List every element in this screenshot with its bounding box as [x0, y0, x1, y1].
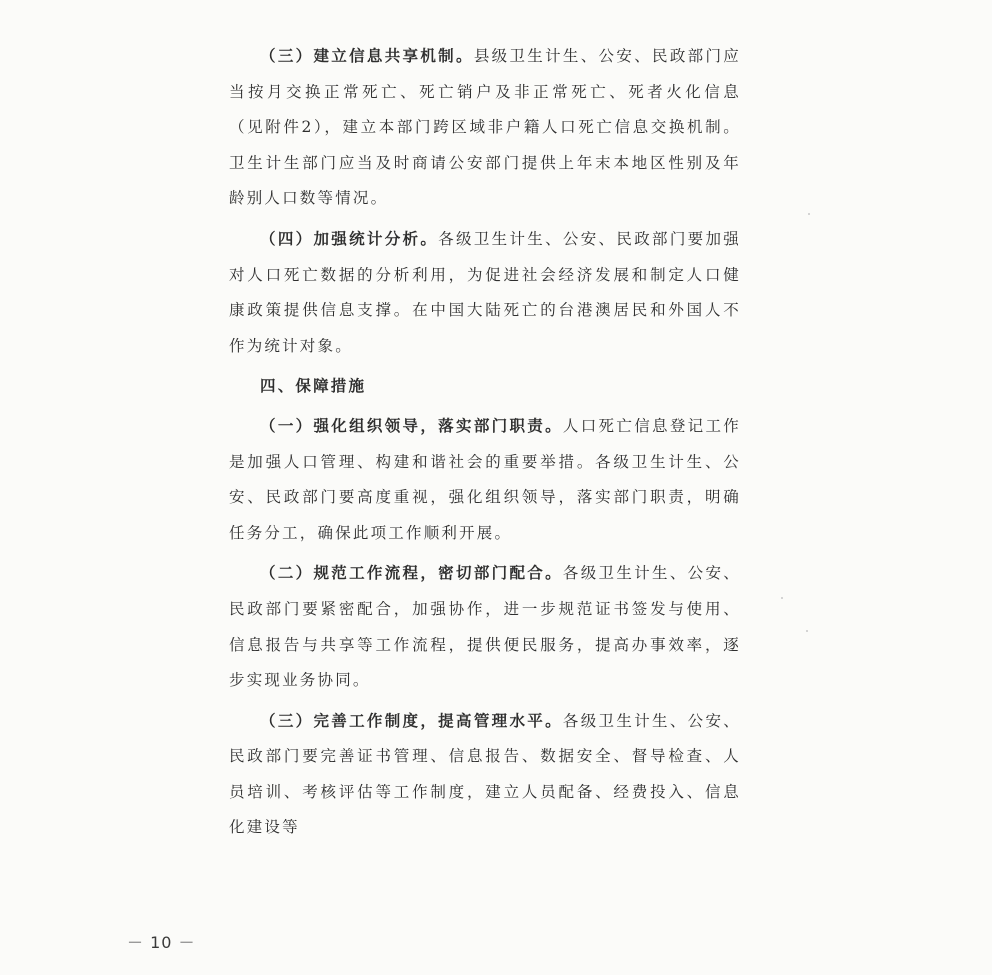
scan-speck — [781, 597, 783, 599]
paragraph-lead: （一）强化组织领导，落实部门职责。 — [260, 415, 563, 435]
paragraph-workflow — [229, 555, 741, 698]
paragraph-lead: （四）加强统计分析。 — [260, 228, 439, 248]
paragraph-statistical-analysis — [229, 221, 741, 364]
paragraph-info-sharing — [229, 38, 741, 217]
scan-speck — [808, 213, 810, 215]
paragraph-lead: （二）规范工作流程，密切部门配合。 — [260, 563, 563, 583]
document-body — [229, 38, 741, 850]
paragraph-body: 各级卫生计生、公安、民政部门要加强对人口死亡数据的分析利用，为促进社会经济发展和制定人口健康政策提供信息支撑。在中国大陆死亡的台港澳居民和外国人不作为统计对象。 — [229, 229, 741, 355]
paragraph-organization — [229, 408, 741, 551]
scan-speck — [806, 630, 808, 632]
paragraph-body: 各级卫生计生、公安、民政部门要完善证书管理、信息报告、数据安全、督导检查、人员培训、考核评估等工作制度，建立人员配备、经费投入、信息化建设等 — [229, 711, 741, 837]
paragraph-body: 各级卫生计生、公安、民政部门要紧密配合，加强协作，进一步规范证书签发与使用、信息报告与共享等工作流程，提供便民服务，提高办事效率，逐步实现业务协同。 — [229, 564, 741, 690]
paragraph-lead: （三）建立信息共享机制。 — [260, 46, 474, 65]
paragraph-body: 人口死亡信息登记工作是加强人口管理、构建和谐社会的重要举措。各级卫生计生、公安、民政部门要高度重视，强化组织领导，落实部门职责，明确任务分工，确保此项工作顺利开展。 — [229, 416, 741, 542]
paragraph-lead: （三）完善工作制度，提高管理水平。 — [260, 710, 563, 730]
section-heading: 四、保障措施 — [260, 376, 367, 396]
page-number: － 10 － — [127, 933, 196, 952]
paragraph-body: 县级卫生计生、公安、民政部门应当按月交换正常死亡、死亡销户及非正常死亡、死者火化信息（见附件2），建立本部门跨区域非户籍人口死亡信息交换机制。卫生计生部门应当及时商请公安部门提供上年末本地区性别及年龄别人口数等情况。 — [229, 47, 741, 208]
paragraph-work-system — [229, 703, 741, 846]
